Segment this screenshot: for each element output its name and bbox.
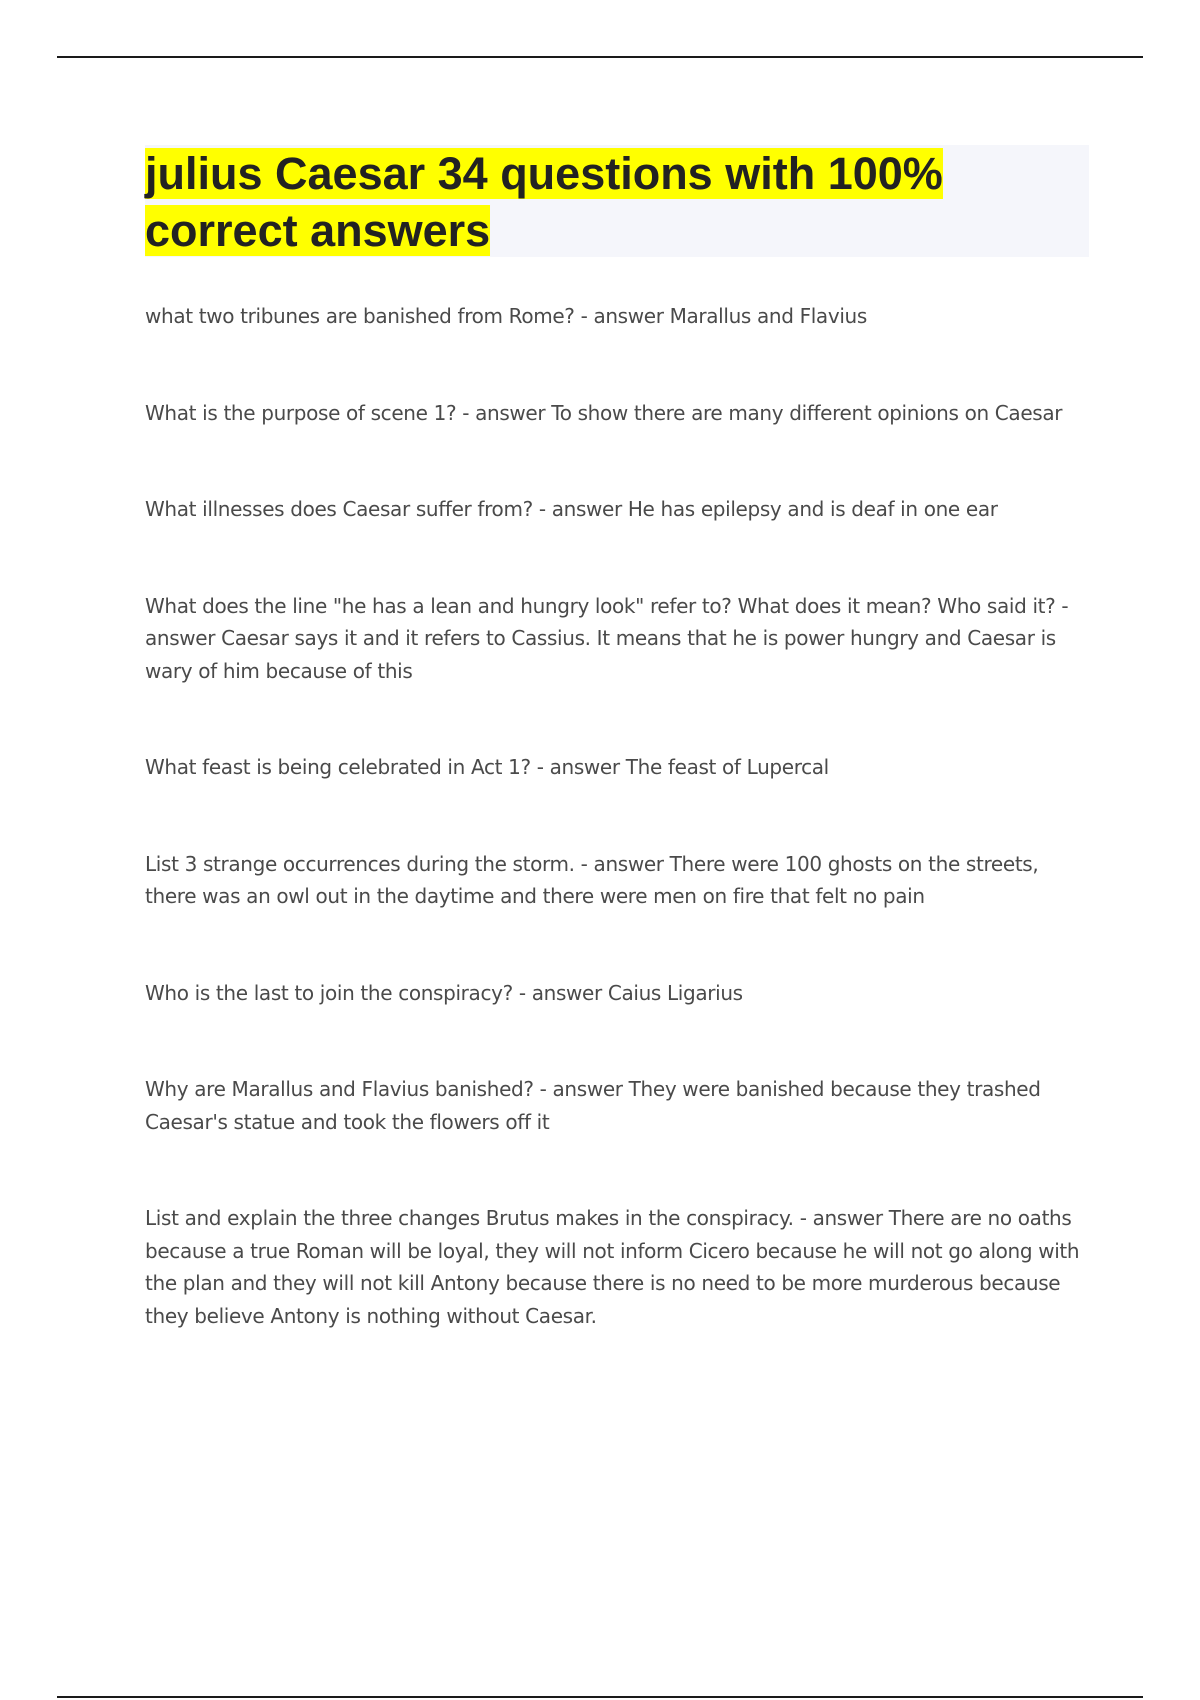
title-block — [145, 145, 1089, 257]
qa-item-4: What does the line "he has a lean and hungry look" refer to? What does it mean? Who said it? - answer Caesar says it and it refers to Cassius. It means that he is power hungry and Caesar is wary of him because of this — [145, 593, 1069, 683]
qa-item-9: List and explain the three changes Brutus makes in the conspiracy. - answer There are no oaths because a true Roman will be loyal, they will not inform Cicero because he will not go along with the plan and they will not kill Antony because there is no need to be more murderous because they believe Antony is nothing without Caesar. — [145, 1206, 1080, 1328]
qa-list — [145, 300, 1085, 1396]
qa-item-3: What illnesses does Caesar suffer from? - answer He has epilepsy and is deaf in one ear — [145, 497, 998, 521]
qa-item-8: Why are Marallus and Flavius banished? - answer They were banished because they trashed Caesar's statue and took the flowers off it — [145, 1077, 1041, 1134]
qa-item-2: What is the purpose of scene 1? - answer To show there are many different opinions on Caesar — [145, 400, 1063, 425]
bottom-rule — [57, 1696, 1143, 1698]
qa-item-5: What feast is being celebrated in Act 1? - answer The feast of Lupercal — [145, 755, 829, 779]
qa-item-7: Who is the last to join the conspiracy? - answer Caius Ligarius — [145, 980, 743, 1005]
top-rule — [57, 56, 1143, 58]
qa-item-1: what two tribunes are banished from Rome? - answer Marallus and Flavius — [145, 304, 867, 328]
title-line-2: correct answers — [145, 205, 491, 256]
page-title — [145, 145, 1089, 259]
title-line-1: julius Caesar 34 questions with 100% — [145, 148, 943, 199]
qa-item-6: List 3 strange occurrences during the storm. - answer There were 100 ghosts on the streets, there was an owl out in the daytime and there were men on fire that felt no pain — [145, 851, 1039, 908]
